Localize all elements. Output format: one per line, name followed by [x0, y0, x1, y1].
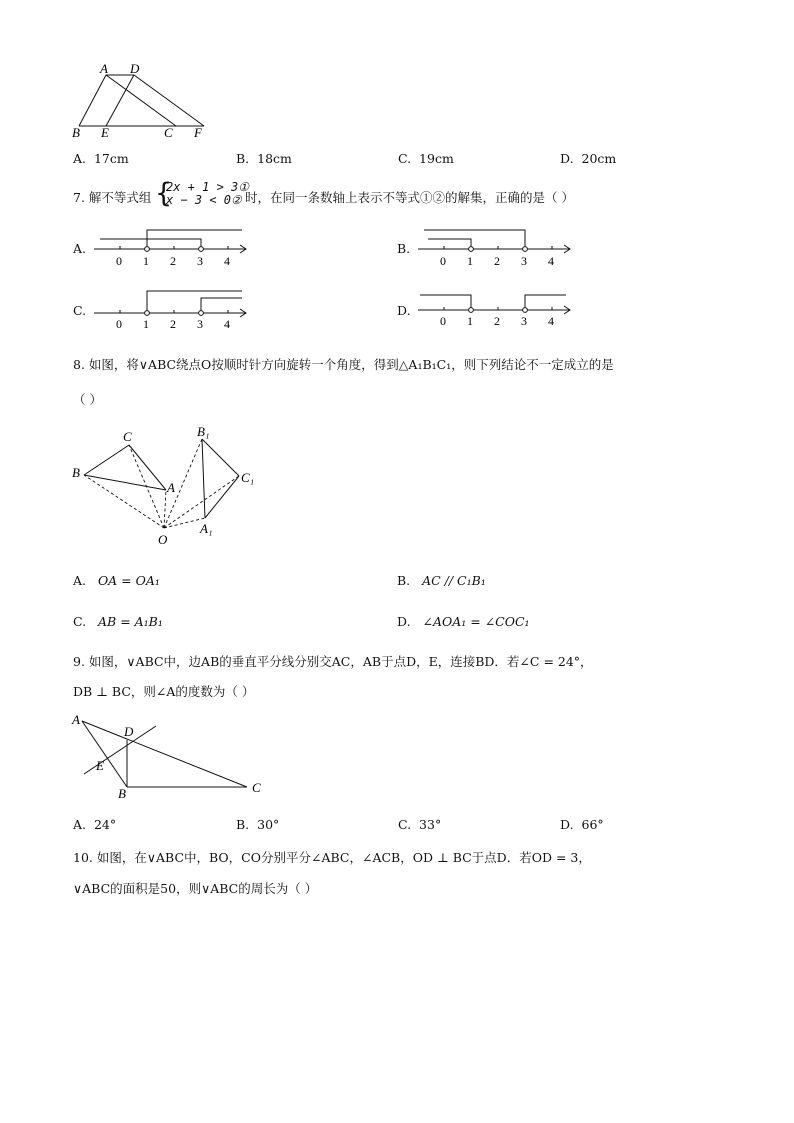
q8-figure — [66, 420, 266, 548]
q7-option-c-letter[interactable]: C. — [73, 303, 87, 318]
q7a-tick-3: 3 — [197, 254, 203, 268]
q6-label-a: A — [100, 61, 108, 76]
q7c-tick-3: 3 — [197, 317, 203, 331]
q6-label-d: D — [130, 61, 140, 76]
q8-option-c[interactable]: C. AB = A₁B₁ — [73, 614, 163, 629]
q7b-tick-1: 1 — [467, 254, 473, 268]
q9-label-b: B — [118, 786, 126, 801]
q7-option-a-letter[interactable]: A. — [73, 241, 87, 256]
q7a-tick-1: 1 — [143, 254, 149, 268]
q9-option-d[interactable]: D. 66° — [560, 817, 604, 832]
q7a-tick-0: 0 — [116, 254, 122, 268]
q9-label-d: D — [124, 724, 134, 739]
q6-label-b: B — [72, 125, 80, 140]
q6-label-f: F — [194, 125, 202, 140]
q7b-tick-0: 0 — [440, 254, 446, 268]
q7d-tick-2: 2 — [494, 314, 500, 328]
q8-stem: 8. 如图，将∨ABC绕点O按顺时针方向旋转一个角度，得到△A₁B₁C₁，则下列结论不一定成立的是 — [73, 357, 614, 372]
q10-stem-line-1: 10. 如图，在∨ABC中，BO，CO分别平分∠ABC，∠ACB，OD ⊥ BC于点D．若OD = 3， — [73, 850, 591, 865]
q6-option-a[interactable]: A. 17cm — [73, 151, 129, 166]
q9-option-c[interactable]: C. 33° — [398, 817, 442, 832]
q7c-tick-4: 4 — [224, 317, 230, 331]
q7-brace: { — [155, 178, 173, 209]
q7c-tick-1: 1 — [143, 317, 149, 331]
q6-option-d[interactable]: D. 20cm — [560, 151, 617, 166]
q9-label-a: A — [72, 712, 80, 727]
q7b-tick-3: 3 — [521, 254, 527, 268]
q8-option-a[interactable]: A. OA = OA₁ — [73, 573, 160, 588]
q6-option-b[interactable]: B. 18cm — [236, 151, 292, 166]
q7-option-a-number-line — [94, 222, 254, 270]
q7-stem-after: 时，在同一条数轴上表示不等式①②的解集，正确的是（ ） — [245, 190, 574, 205]
q7a-tick-2: 2 — [170, 254, 176, 268]
q8-label-a1: A₁ — [200, 521, 213, 536]
q8-label-a: A — [167, 480, 175, 495]
q8-label-b1: B₁ — [197, 424, 210, 439]
q7-inequality-1: 2x + 1 > 3① — [166, 180, 250, 194]
q8-label-c: C — [123, 429, 132, 444]
q8-option-d[interactable]: D. ∠AOA₁ = ∠COC₁ — [397, 614, 530, 629]
q7d-tick-3: 3 — [521, 314, 527, 328]
q7d-tick-0: 0 — [440, 314, 446, 328]
q8-label-o: O — [158, 532, 168, 547]
q9-label-c: C — [252, 780, 261, 795]
q7-option-d-letter[interactable]: D. — [397, 303, 411, 318]
q7b-tick-2: 2 — [494, 254, 500, 268]
q7-option-b-number-line — [418, 222, 578, 270]
q8-label-b: B — [72, 465, 80, 480]
q7d-tick-4: 4 — [548, 314, 554, 328]
q7a-tick-4: 4 — [224, 254, 230, 268]
q6-figure — [66, 60, 216, 142]
q7b-tick-4: 4 — [548, 254, 554, 268]
q7d-tick-1: 1 — [467, 314, 473, 328]
q7-option-d-number-line — [418, 284, 578, 332]
q10-stem-line-2: ∨ABC的面积是50，则∨ABC的周长为（ ） — [73, 881, 318, 896]
q7-option-c-number-line — [94, 284, 254, 332]
q9-stem-line-2: DB ⊥ BC，则∠A的度数为（ ） — [73, 684, 255, 699]
q8-option-b[interactable]: B. AC // C₁B₁ — [397, 573, 486, 588]
q8-answer-paren: （ ） — [73, 392, 102, 407]
q6-option-c[interactable]: C. 19cm — [398, 151, 454, 166]
q7-stem-before: 7. 解不等式组 — [73, 190, 152, 205]
q7-inequality-2: x − 3 < 0② — [166, 193, 242, 207]
q7c-tick-0: 0 — [116, 317, 122, 331]
q8-label-c1: C₁ — [241, 470, 255, 485]
q9-stem-line-1: 9. 如图，∨ABC中，边AB的垂直平分线分别交AC，AB于点D，E，连接BD．若∠C = 24°， — [73, 654, 593, 669]
q9-option-b[interactable]: B. 30° — [236, 817, 280, 832]
q6-label-c: C — [164, 125, 173, 140]
q9-option-a[interactable]: A. 24° — [73, 817, 117, 832]
q9-label-e: E — [96, 758, 104, 773]
q7-option-b-letter[interactable]: B. — [397, 241, 411, 256]
q6-label-e: E — [101, 125, 109, 140]
q7c-tick-2: 2 — [170, 317, 176, 331]
q9-figure — [66, 710, 276, 802]
